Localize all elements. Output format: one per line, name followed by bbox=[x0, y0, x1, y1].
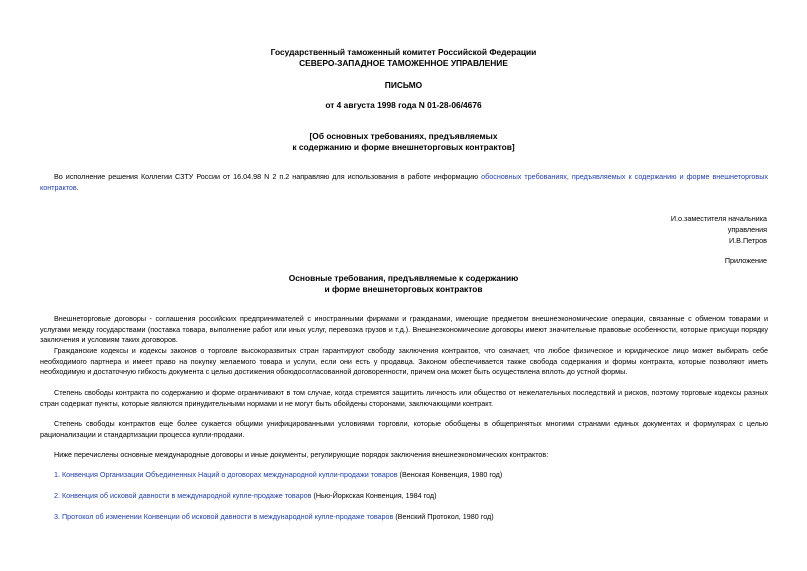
list-item-number: 2. bbox=[54, 491, 60, 500]
subject-line-1: [Об основных требованиях, предъявляемых bbox=[309, 131, 498, 141]
subject-line-2: к содержанию и форме внешнеторговых контрактов] bbox=[292, 142, 515, 152]
signature-department: управления bbox=[727, 225, 767, 234]
list-item-number: 3. bbox=[54, 512, 60, 521]
intro-link[interactable]: обосновных требованиях, предъявляемых к содержанию и форме внешнеторговых контрактов bbox=[40, 172, 768, 192]
paragraph-foreign-trade-contracts: Внешнеторговые договоры - соглашения российских предпринимателей с иностранными фирмами и гражданами, имеющие предметом внешнеэкономические операции, связанные с обменом товарами и услугами между государствами (поставка товара, выполнение работ или иных услуг, перевозка грузов и т.д.). Внешнеэкономические договоры имеют значительные правовые особенности, которые присущи порядку заключения и условиям таких договоров. bbox=[40, 314, 768, 344]
paragraph-unified-conditions: Степень свободы контрактов еще более сужается общими унифицированными условиями торговли, которые обобщены в общепринятых многими странами единых документах и формулярах с целью рационализации и стандартизации процесса купли-продажи. bbox=[40, 419, 768, 439]
signature-name: И.В.Петров bbox=[729, 236, 767, 245]
paragraph-contract-limits: Степень свободы контракта по содержанию и форме ограничивают в том случае, когда стремятся защитить личность или общество от нежелательных последствий и рисков, поэтому торговые кодексы разных стран содержат пункты, которые являются принудительными нормами и не могут быть обойдены сторонами, заключающими контракт. bbox=[40, 388, 768, 408]
appendix-title-line-2: и форме внешнеторговых контрактов bbox=[324, 284, 483, 294]
paragraph-list-intro: Ниже перечислены основные международные договоры и иные документы, регулирующие порядок заключения внешнеэкономических контрактов: bbox=[54, 450, 549, 459]
issuer-division: СЕВЕРО-ЗАПАДНОЕ ТАМОЖЕННОЕ УПРАВЛЕНИЕ bbox=[299, 58, 508, 68]
appendix-label: Приложение bbox=[724, 256, 767, 265]
signature-position: И.о.заместителя начальника bbox=[670, 214, 767, 223]
list-item bbox=[40, 491, 768, 502]
intro-tail: . bbox=[76, 182, 79, 192]
intro-paragraph bbox=[40, 172, 768, 193]
list-item-note: (Нью-Йоркская Конвенция, 1984 год) bbox=[311, 491, 437, 500]
paragraph-freedom-of-contract: Гражданские кодексы и кодексы законов о торговле высокоразвитых стран гарантируют свободу заключения контрактов, что означает, что любое физическое и юридическое лицо может выбирать себе необходимого партнера и имеет право на покупку желаемого товара и услуги, если они есть у продавца. Законом обеспечивается также свобода содержания и формы контракта, которые позволяют иметь необходимую и достаточную гибкость документа с целью достижения обоюдосогласованной договоренности, причем она может быть осуществлена вплоть до устной формы. bbox=[40, 346, 768, 376]
vienna-convention-link[interactable]: Конвенция Организации Объединенных Наций о договорах международной купли-продажи товаров bbox=[62, 470, 398, 479]
document-date: от 4 августа 1998 года N 01-28-06/4676 bbox=[325, 100, 482, 110]
document-type: ПИСЬМО bbox=[384, 80, 423, 90]
appendix-title-line-1: Основные требования, предъявляемые к содержанию bbox=[288, 273, 519, 283]
intro-text: Во исполнение решения Коллегии СЗТУ России от 16.04.98 N 2 п.2 направляю для использования в работе информацию bbox=[54, 172, 482, 181]
list-item-note: (Венская Конвенция, 1980 год) bbox=[397, 470, 503, 479]
issuer-name: Государственный таможенный комитет Российской Федерации bbox=[270, 47, 537, 57]
list-item-number: 1. bbox=[54, 470, 60, 479]
new-york-convention-link[interactable]: Конвенция об исковой давности в международной купле-продаже товаров bbox=[62, 491, 312, 500]
list-item-note: (Венский Протокол, 1980 год) bbox=[393, 512, 494, 521]
list-item bbox=[40, 470, 768, 481]
vienna-protocol-link[interactable]: Протокол об изменении Конвенции об исковой давности в международной купле-продаже товаров bbox=[62, 512, 394, 521]
list-item bbox=[40, 512, 768, 523]
